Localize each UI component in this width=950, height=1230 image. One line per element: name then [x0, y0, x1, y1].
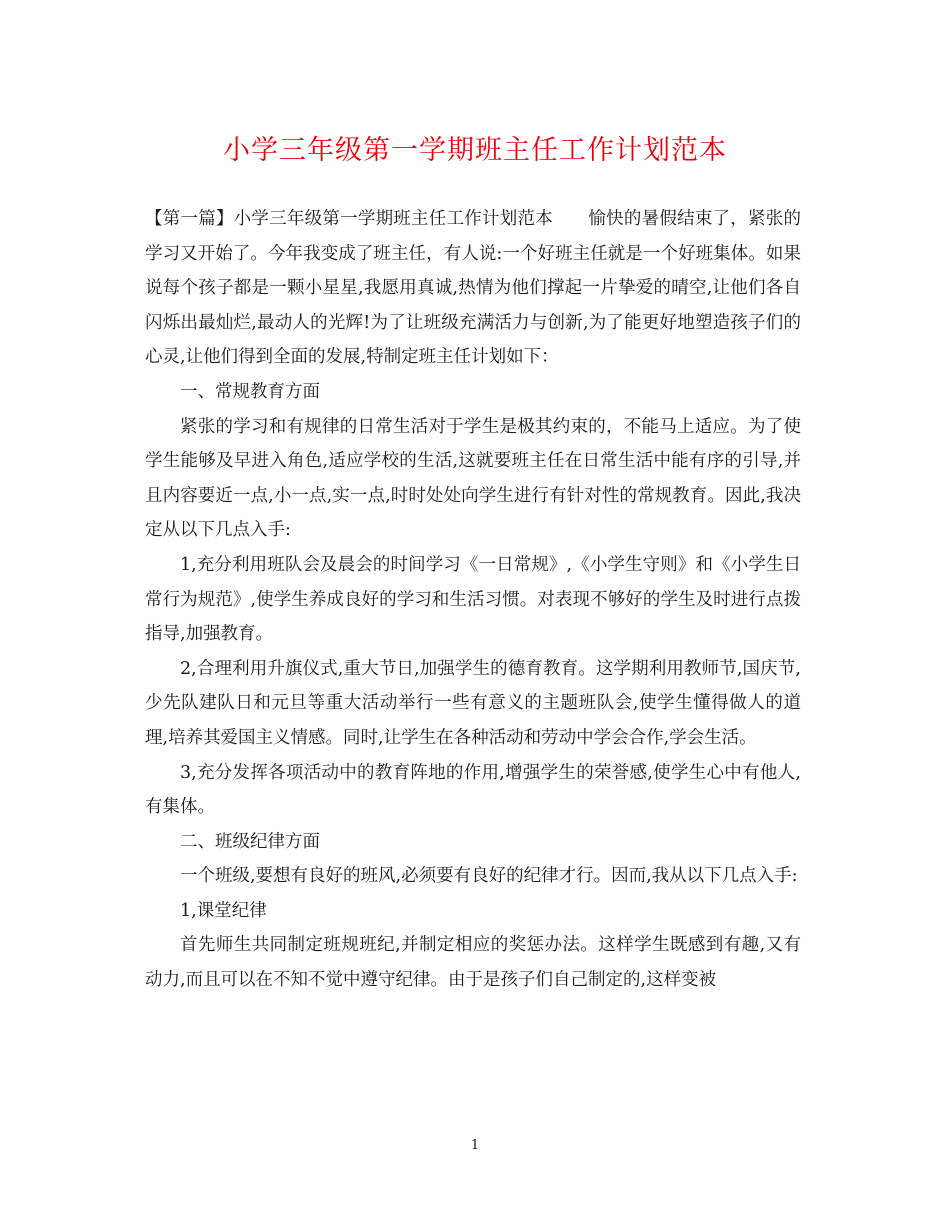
subheading-classroom-discipline: 1,课堂纪律: [180, 900, 267, 921]
section-heading-discipline: 二、班级纪律方面: [180, 831, 320, 852]
document-title: 小学三年级第一学期班主任工作计划范本: [223, 135, 727, 166]
paragraph: 3,充分发挥各项活动中的教育阵地的作用,增强学生的荣誉感,使学生心中有他人,有集体。: [145, 762, 801, 818]
paragraph: 1,充分利用班队会及晨会的时间学习《一日常规》,《小学生守则》和《小学生日常行为规范》,使学生养成良好的学习和生活习惯。对表现不够好的学生及时进行点拨指导,加强教育。: [145, 554, 801, 645]
paragraph: 2,合理利用升旗仪式,重大节日,加强学生的德育教育。这学期利用教师节,国庆节,少先队建队日和元旦等重大活动举行一些有意义的主题班队会,使学生懂得做人的道理,培养其爱国主义情感。同时,让学生在各种活动和劳动中学会合作,学会生活。: [145, 658, 801, 748]
page-number: 1: [470, 1138, 480, 1153]
paragraph: 一个班级,要想有良好的班风,必须要有良好的纪律才行。因而,我从以下几点入手:: [180, 866, 798, 887]
document-body: [145, 202, 801, 998]
paragraph-intro: 【第一篇】小学三年级第一学期班主任工作计划范本 愉快的暑假结束了，紧张的学习又开始了。今年我变成了班主任，有人说:一个好班主任就是一个好班集体。如果说每个孩子都是一颗小星星,我愿用真诚,热情为他们撑起一片挚爱的晴空,让他们各自闪烁出最灿烂,最动人的光辉!为了让班级充满活力与创新,为了能更好地塑造孩子们的心灵,让他们得到全面的发展,特制定班主任计划如下：: [145, 209, 801, 368]
paragraph: 紧张的学习和有规律的日常生活对于学生是极其约束的，不能马上适应。为了使学生能够及早进入角色,适应学校的生活,这就要班主任在日常生活中能有序的引导,并且内容要近一点,小一点,实一点,时时处处向学生进行有针对性的常规教育。因此,我决定从以下几点入手:: [145, 416, 801, 541]
paragraph: 首先师生共同制定班规班纪,并制定相应的奖惩办法。这样学生既感到有趣,又有动力,而且可以在不知不觉中遵守纪律。由于是孩子们自己制定的,这样变被: [145, 935, 801, 991]
section-heading-routine: 一、常规教育方面: [180, 381, 320, 402]
